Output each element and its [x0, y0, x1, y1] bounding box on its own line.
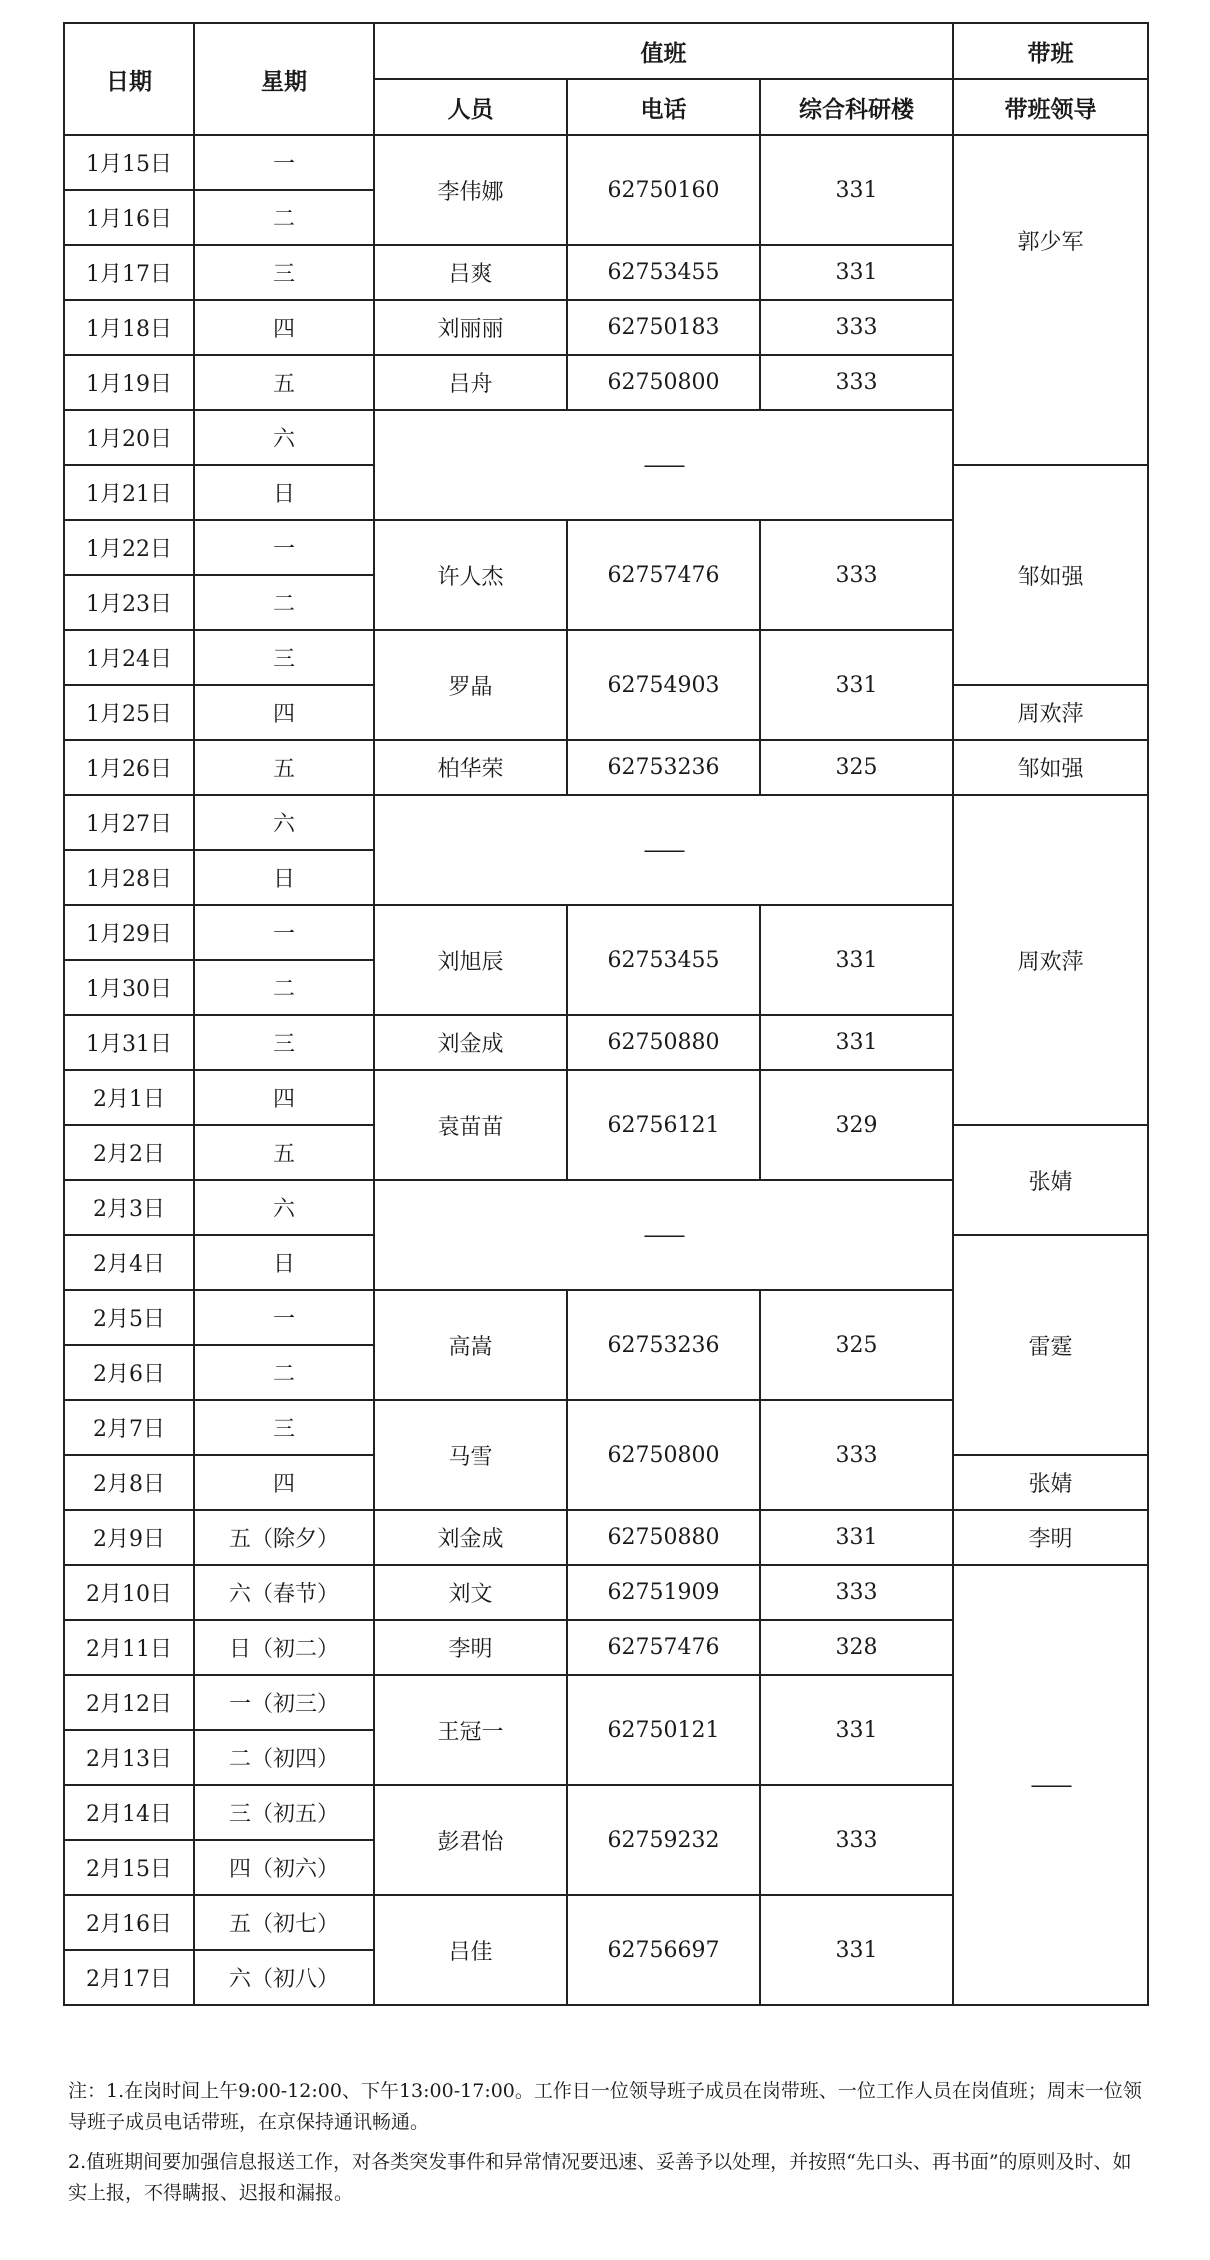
table-row [64, 1510, 1148, 1565]
duty-room-cell: 325 [760, 1290, 953, 1400]
duty-room-cell: 328 [760, 1620, 953, 1675]
weekday-cell: 日 [194, 850, 374, 905]
date-cell: 1月19日 [64, 355, 194, 410]
weekday-cell: 一 [194, 905, 374, 960]
date-cell: 1月29日 [64, 905, 194, 960]
date-cell: 2月2日 [64, 1125, 194, 1180]
duty-phone-cell: 62753455 [567, 245, 760, 300]
duty-phone-cell: 62753236 [567, 740, 760, 795]
table-row [64, 1565, 1148, 1620]
note-1: 注：1.在岗时间上午9:00-12:00、下午13:00-17:00。工作日一位领导班子成员在岗带班、一位工作人员在岗值班；周末一位领导班子成员电话带班，在京保持通讯畅通。 [68, 2080, 1142, 2133]
weekday-cell: 日（初二） [194, 1620, 374, 1675]
weekday-cell: 四 [194, 300, 374, 355]
date-cell: 1月23日 [64, 575, 194, 630]
duty-phone-cell: 62750183 [567, 300, 760, 355]
header-date: 日期 [64, 23, 194, 135]
duty-phone-cell: 62750160 [567, 135, 760, 245]
header-phone: 电话 [567, 79, 760, 135]
table-row [64, 135, 1148, 190]
weekday-cell: 三 [194, 245, 374, 300]
weekday-cell: 三 [194, 1015, 374, 1070]
date-cell: 1月30日 [64, 960, 194, 1015]
weekday-cell: 二 [194, 575, 374, 630]
duty-phone-cell: 62756697 [567, 1895, 760, 2005]
weekday-cell: 二 [194, 190, 374, 245]
header-person: 人员 [374, 79, 567, 135]
duty-phone-cell: 62751909 [567, 1565, 760, 1620]
duty-phone-cell: 62753455 [567, 905, 760, 1015]
duty-phone-cell: 62757476 [567, 520, 760, 630]
leader-cell [953, 135, 1148, 465]
date-cell: 1月28日 [64, 850, 194, 905]
duty-phone-cell: 62757476 [567, 1620, 760, 1675]
leader-cell: 周欢萍 [953, 685, 1148, 740]
header-building: 综合科研楼 [760, 79, 953, 135]
duty-person-cell: 李伟娜 [374, 135, 567, 245]
duty-room-cell: 329 [760, 1070, 953, 1180]
date-cell: 2月7日 [64, 1400, 194, 1455]
duty-room-cell: 333 [760, 1400, 953, 1510]
duty-room-cell: 333 [760, 300, 953, 355]
date-cell: 2月1日 [64, 1070, 194, 1125]
duty-room-cell: 331 [760, 1015, 953, 1070]
duty-room-cell: 333 [760, 355, 953, 410]
leader-cell: 雷霆 [953, 1235, 1148, 1455]
header-weekday: 星期 [194, 23, 374, 135]
duty-person-cell: 李明 [374, 1620, 567, 1675]
date-cell: 1月26日 [64, 740, 194, 795]
leader-cell: 邹如强 [953, 740, 1148, 795]
date-cell: 2月13日 [64, 1730, 194, 1785]
weekday-cell: 一 [194, 135, 374, 190]
duty-person-cell: 吕爽 [374, 245, 567, 300]
table-row [64, 795, 1148, 850]
duty-room-cell: 331 [760, 135, 953, 245]
date-cell: 1月25日 [64, 685, 194, 740]
duty-phone-cell: 62756121 [567, 1070, 760, 1180]
duty-person-cell: 吕佳 [374, 1895, 567, 2005]
duty-person-cell: 刘金成 [374, 1015, 567, 1070]
header-leader: 带班领导 [953, 79, 1148, 135]
weekday-cell: 五（除夕） [194, 1510, 374, 1565]
weekday-cell: 四（初六） [194, 1840, 374, 1895]
date-cell: 2月8日 [64, 1455, 194, 1510]
weekday-cell: 一 [194, 520, 374, 575]
duty-room-cell: 331 [760, 1675, 953, 1785]
weekday-cell: 六（春节） [194, 1565, 374, 1620]
date-cell: 2月3日 [64, 1180, 194, 1235]
leader-name: 郭少军 [1017, 229, 1084, 255]
weekday-cell: 四 [194, 1070, 374, 1125]
duty-phone-cell: 62759232 [567, 1785, 760, 1895]
duty-room-cell: 333 [760, 1565, 953, 1620]
duty-person-cell: 马雪 [374, 1400, 567, 1510]
date-cell: 1月27日 [64, 795, 194, 850]
date-cell: 1月18日 [64, 300, 194, 355]
duty-room-cell: 333 [760, 1785, 953, 1895]
date-cell: 2月11日 [64, 1620, 194, 1675]
date-cell: 1月15日 [64, 135, 194, 190]
notes-section [68, 2076, 1148, 2218]
duty-schedule-table [63, 22, 1149, 2006]
header-duty: 值班 [374, 23, 953, 79]
weekday-cell: 五（初七） [194, 1895, 374, 1950]
leader-cell: —— [953, 1565, 1148, 2005]
date-cell: 2月6日 [64, 1345, 194, 1400]
weekday-cell: 四 [194, 1455, 374, 1510]
duty-phone-cell: 62753236 [567, 1290, 760, 1400]
weekday-cell: 二 [194, 1345, 374, 1400]
date-cell: 2月10日 [64, 1565, 194, 1620]
date-cell: 2月14日 [64, 1785, 194, 1840]
weekday-cell: 三（初五） [194, 1785, 374, 1840]
leader-cell: 周欢萍 [953, 795, 1148, 1125]
duty-room-cell: 331 [760, 245, 953, 300]
duty-person-cell: 高嵩 [374, 1290, 567, 1400]
leader-cell: 张婧 [953, 1455, 1148, 1510]
duty-room-cell: 331 [760, 630, 953, 740]
weekday-cell: 一 [194, 1290, 374, 1345]
weekday-cell: 六 [194, 410, 374, 465]
duty-room-cell: 333 [760, 520, 953, 630]
weekday-cell: 二（初四） [194, 1730, 374, 1785]
duty-person-cell: 刘丽丽 [374, 300, 567, 355]
date-cell: 1月20日 [64, 410, 194, 465]
table-row [64, 740, 1148, 795]
weekday-cell: 五 [194, 740, 374, 795]
duty-person-cell: 刘金成 [374, 1510, 567, 1565]
duty-person-cell: 刘文 [374, 1565, 567, 1620]
duty-phone-cell: 62750880 [567, 1015, 760, 1070]
date-cell: 1月31日 [64, 1015, 194, 1070]
duty-phone-cell: 62750800 [567, 1400, 760, 1510]
date-cell: 1月21日 [64, 465, 194, 520]
leader-cell: 张婧 [953, 1125, 1148, 1235]
note-2: 2.值班期间要加强信息报送工作，对各类突发事件和异常情况要迅速、妥善予以处理，并按照“先口头、再书面”的原则及时、如实上报，不得瞒报、迟报和漏报。 [68, 2151, 1132, 2204]
duty-person-cell: 许人杰 [374, 520, 567, 630]
no-duty-cell: —— [374, 1180, 953, 1290]
duty-phone-cell: 62750121 [567, 1675, 760, 1785]
duty-person-cell: 彭君怡 [374, 1785, 567, 1895]
duty-room-cell: 331 [760, 1895, 953, 2005]
duty-person-cell: 柏华荣 [374, 740, 567, 795]
date-cell: 2月4日 [64, 1235, 194, 1290]
duty-person-cell: 罗晶 [374, 630, 567, 740]
weekday-cell: 六 [194, 795, 374, 850]
duty-room-cell: 325 [760, 740, 953, 795]
duty-phone-cell: 62750880 [567, 1510, 760, 1565]
weekday-cell: 一（初三） [194, 1675, 374, 1730]
weekday-cell: 日 [194, 1235, 374, 1290]
leader-cell: 邹如强 [953, 465, 1148, 685]
weekday-cell: 二 [194, 960, 374, 1015]
duty-person-cell: 刘旭辰 [374, 905, 567, 1015]
no-duty-cell: —— [374, 410, 953, 520]
no-duty-cell: —— [374, 795, 953, 905]
weekday-cell: 六 [194, 1180, 374, 1235]
weekday-cell: 四 [194, 685, 374, 740]
weekday-cell: 三 [194, 1400, 374, 1455]
date-cell: 1月24日 [64, 630, 194, 685]
leader-cell: 李明 [953, 1510, 1148, 1565]
header-lead: 带班 [953, 23, 1148, 79]
weekday-cell: 五 [194, 355, 374, 410]
weekday-cell: 五 [194, 1125, 374, 1180]
duty-room-cell: 331 [760, 905, 953, 1015]
duty-room-cell: 331 [760, 1510, 953, 1565]
weekday-cell: 三 [194, 630, 374, 685]
duty-phone-cell: 62754903 [567, 630, 760, 740]
date-cell: 2月12日 [64, 1675, 194, 1730]
date-cell: 1月22日 [64, 520, 194, 575]
date-cell: 2月9日 [64, 1510, 194, 1565]
duty-person-cell: 吕舟 [374, 355, 567, 410]
duty-person-cell: 王冠一 [374, 1675, 567, 1785]
date-cell: 2月16日 [64, 1895, 194, 1950]
date-cell: 1月17日 [64, 245, 194, 300]
date-cell: 2月5日 [64, 1290, 194, 1345]
duty-phone-cell: 62750800 [567, 355, 760, 410]
date-cell: 1月16日 [64, 190, 194, 245]
weekday-cell: 日 [194, 465, 374, 520]
duty-person-cell: 袁苗苗 [374, 1070, 567, 1180]
date-cell: 2月17日 [64, 1950, 194, 2005]
weekday-cell: 六（初八） [194, 1950, 374, 2005]
date-cell: 2月15日 [64, 1840, 194, 1895]
